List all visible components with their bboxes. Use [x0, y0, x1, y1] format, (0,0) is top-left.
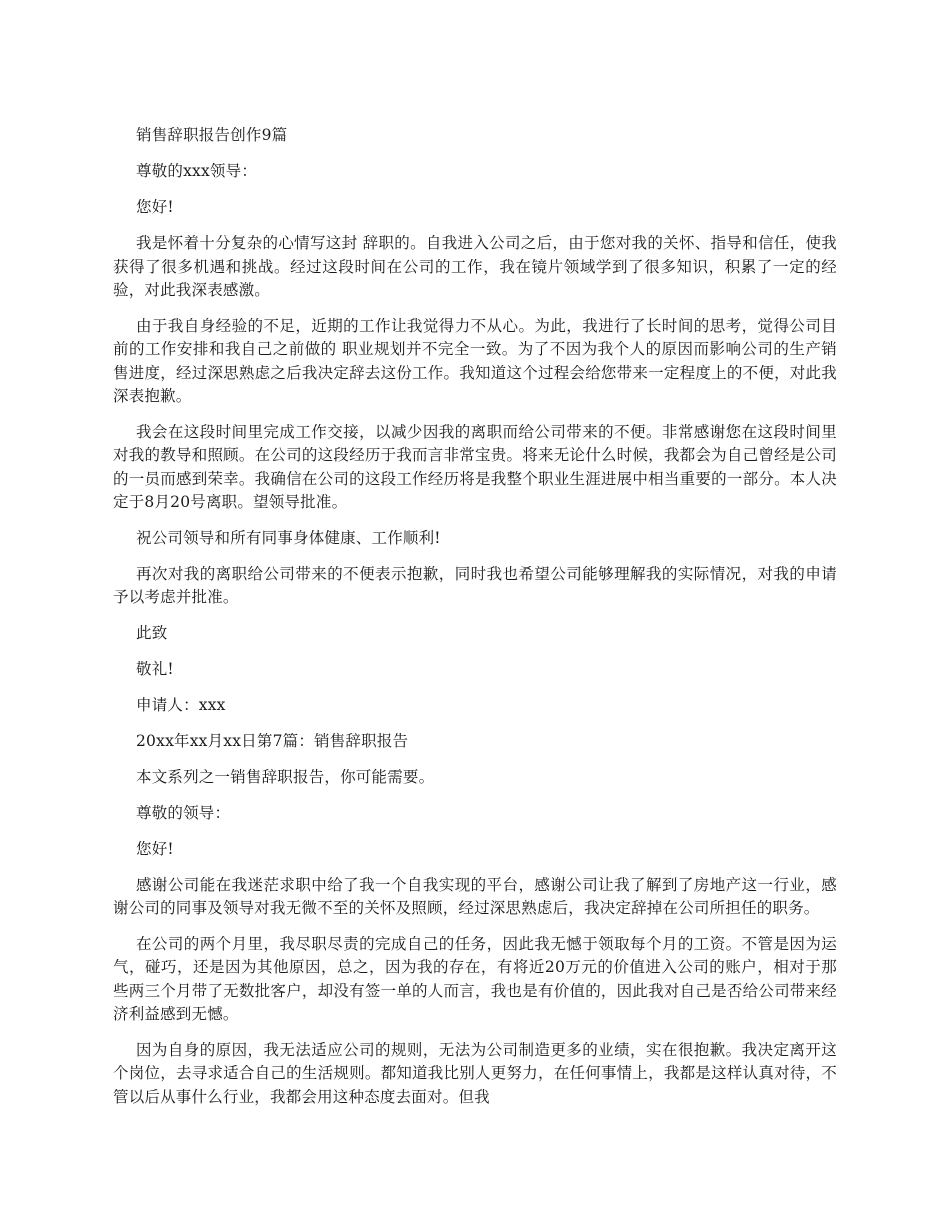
closing-salute: 敬礼! [136, 659, 174, 678]
body-paragraph: 我会在这段时间里完成工作交接，以减少因我的离职而给公司带来的不便。非常感谢您在这段时间里对我的教导和照顾。在公司的这段经历于我而言非常宝贵。将来无论什么时候，我都会为自己曾经是公司的一员而感到荣幸。我确信在公司的这段工作经历将是我整个职业生涯进展中相当重要的一部分。本人决定于8月20号离职。望领导批准。 [113, 422, 837, 511]
series-note: 本文系列之一销售辞职报告，你可能需要。 [136, 767, 435, 786]
closing-line: 此致 [136, 623, 168, 642]
applicant-line: 申请人：xxx [136, 695, 226, 714]
document-body [113, 124, 837, 1121]
body-paragraph: 因为自身的原因，我无法适应公司的规则，无法为公司制造更多的业绩，实在很抱歉。我决定离开这个岗位，去寻求适合自己的生活规则。都知道我比别人更努力，在任何事情上，我都是这样认真对待，不管以后从事什么行业，我都会用这种态度去面对。但我 [113, 1040, 837, 1106]
document-title: 销售辞职报告创作9篇 [136, 126, 288, 144]
body-paragraph: 再次对我的离职给公司带来的不便表示抱歉，同时我也希望公司能够理解我的实际情况，对我的申请予以考虑并批准。 [113, 564, 837, 606]
well-wishes: 祝公司领导和所有同事身体健康、工作顺利! [136, 528, 441, 547]
salutation: 尊敬的xxx领导： [136, 162, 258, 180]
date-and-section-heading: 20xx年xx月xx日第7篇：销售辞职报告 [136, 731, 409, 750]
greeting: 您好! [136, 839, 174, 858]
greeting: 您好! [136, 198, 174, 216]
body-paragraph: 在公司的两个月里，我尽职尽责的完成自己的任务，因此我无憾于领取每个月的工资。不管是因为运气，碰巧，还是因为其他原因，总之，因为我的存在，有将近20万元的价值进入公司的账户，相对于那些两三个月带了无数批客户，却没有签一单的人而言，我也是有价值的，因此我对自己是否给公司带来经济利益感到无憾。 [113, 934, 837, 1023]
body-paragraph: 感谢公司能在我迷茫求职中给了我一个自我实现的平台，感谢公司让我了解到了房地产这一行业，感谢公司的同事及领导对我无微不至的关怀及照顾，经过深思熟虑后，我决定辞掉在公司所担任的职务。 [113, 875, 837, 917]
salutation: 尊敬的领导： [136, 803, 231, 822]
body-paragraph: 由于我自身经验的不足，近期的工作让我觉得力不从心。为此，我进行了长时间的思考，觉得公司目前的工作安排和我自己之前做的 职业规划并不完全一致。为了不因为我个人的原因而影响公司的生产销售进度，经过深思熟虑之后我决定辞去这份工作。我知道这个过程会给您带来一定程度上的不便，对此我深表抱歉。 [113, 316, 837, 405]
body-paragraph: 我是怀着十分复杂的心情写这封 辞职的。自我进入公司之后，由于您对我的关怀、指导和信任，使我获得了很多机遇和挑战。经过这段时间在公司的工作，我在镜片领域学到了很多知识，积累了一定的经验，对此我深表感激。 [113, 234, 837, 299]
